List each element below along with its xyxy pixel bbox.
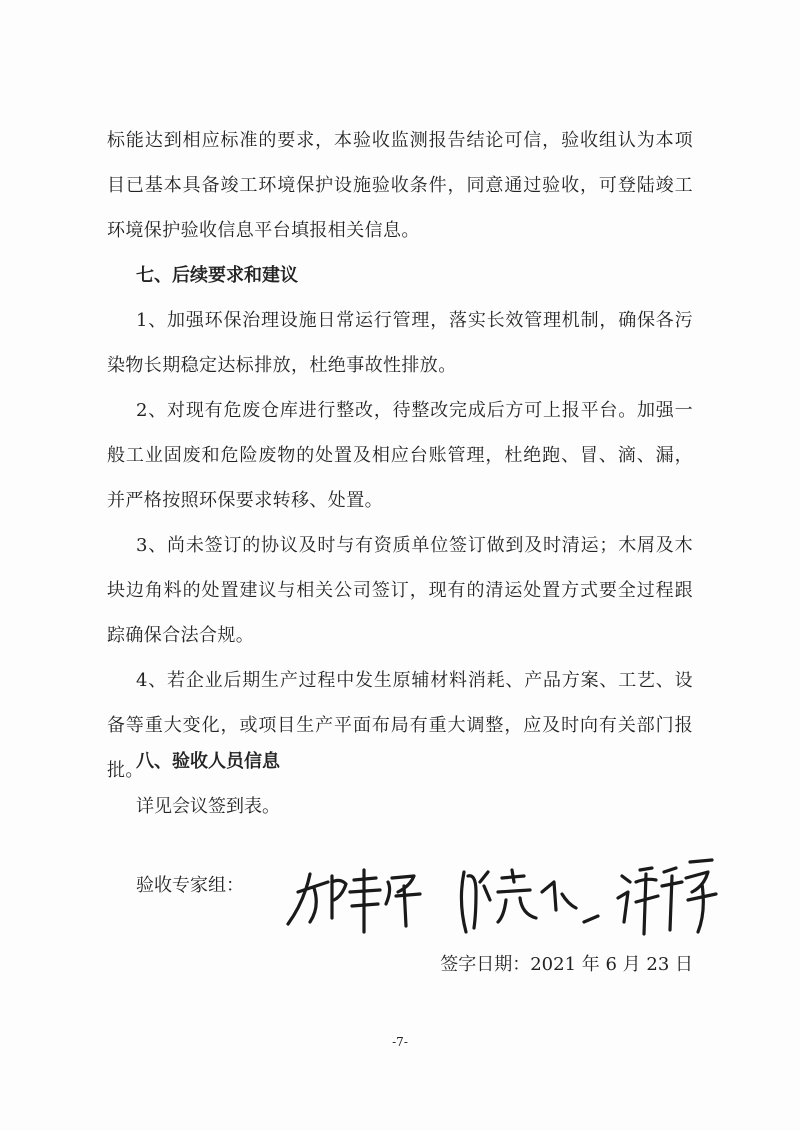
signature-3 bbox=[618, 860, 716, 934]
page-number: -7- bbox=[392, 1035, 408, 1049]
signing-date: 签字日期：2021 年 6 月 23 日 bbox=[440, 954, 693, 975]
paragraph-requirement-3: 3、尚未签订的协议及时与有资质单位签订做到及时清运；木屑及木块边角料的处置建议与相关公司签订，现有的清运处置方式要全过程跟踪确保合法合规。 bbox=[107, 535, 693, 646]
paragraph-requirement-4: 4、若企业后期生产过程中发生原辅材料消耗、产品方案、工艺、设备等重大变化，或项目生产平面布局有重大调整，应及时向有关部门报批。 bbox=[107, 670, 693, 781]
expert-group-label: 验收专家组： bbox=[136, 875, 244, 896]
paragraph-requirement-2: 2、对现有危废仓库进行整改，待整改完成后方可上报平台。加强一般工业固废和危险废物的处置及相应台账管理，杜绝跑、冒、滴、漏，并严格按照环保要求转移、处置。 bbox=[107, 400, 693, 511]
section-heading-8: 八、验收人员信息 bbox=[136, 751, 280, 772]
paragraph-conclusion: 标能达到相应标准的要求，本验收监测报告结论可信，验收组认为本项目已基本具备竣工环境保护设施验收条件，同意通过验收，可登陆竣工环境保护验收信息平台填报相关信息。 bbox=[107, 130, 693, 241]
signature-2 bbox=[461, 870, 598, 932]
signature-1 bbox=[288, 870, 420, 932]
section-heading-7: 七、后续要求和建议 bbox=[136, 265, 298, 286]
paragraph-requirement-1: 1、加强环保治理设施日常运行管理，落实长效管理机制，确保各污染物长期稳定达标排放，杜绝事故性排放。 bbox=[107, 310, 693, 376]
handwritten-signatures bbox=[280, 852, 740, 942]
paragraph-see-signin: 详见会议签到表。 bbox=[136, 796, 280, 817]
